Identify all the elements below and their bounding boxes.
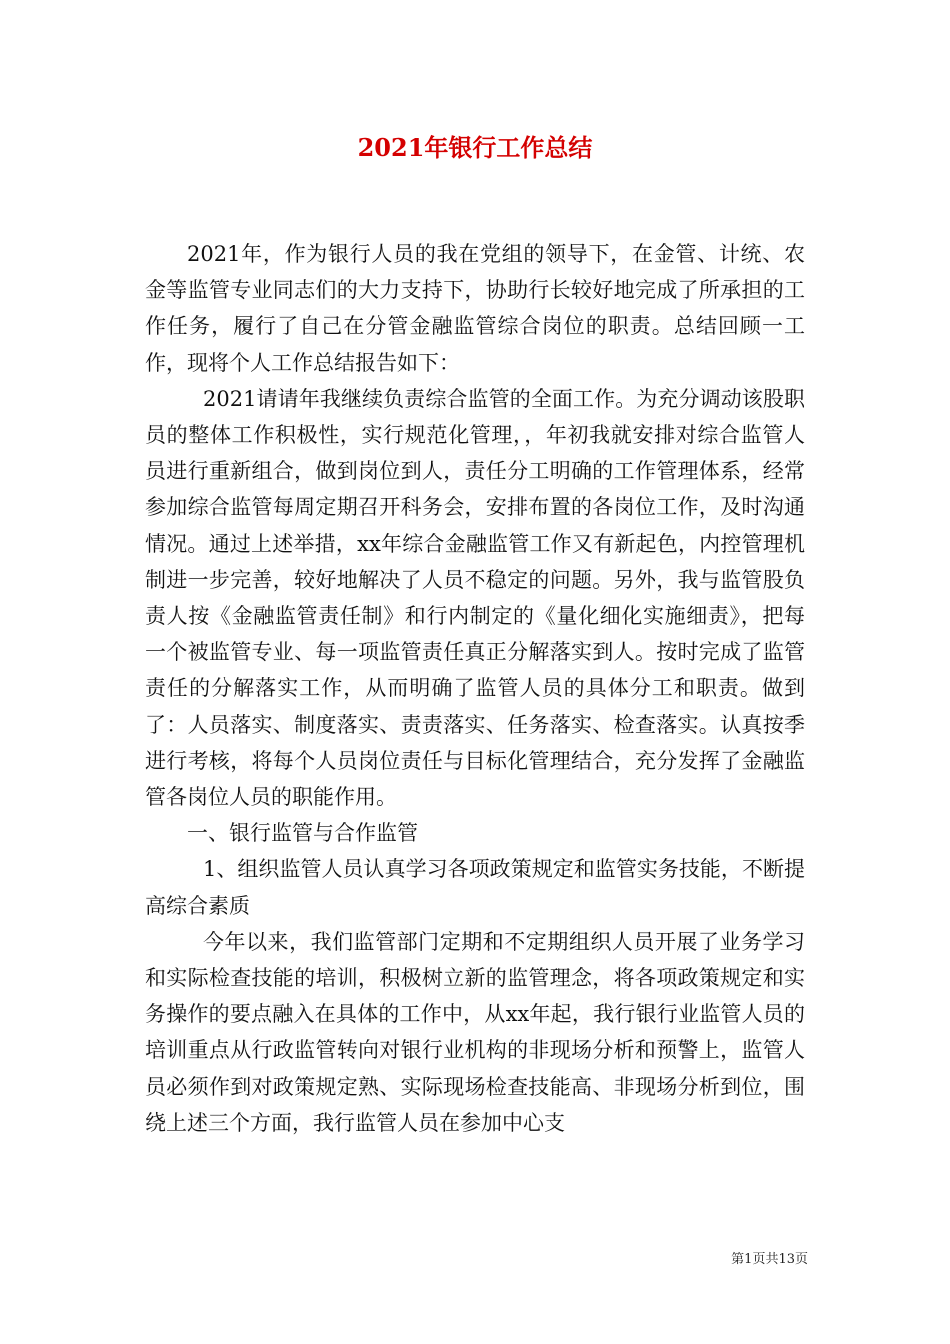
document-body [145,236,805,1141]
paragraph-overall-work: 2021请请年我继续负责综合监管的全面工作。为充分调动该股职员的整体工作积极性，实行规范化管理，，年初我就安排对综合监管人员进行重新组合，做到岗位到人，责任分工明确的工作管理体系，经常参加综合监管每周定期召开科务会，安排布置的各岗位工作，及时沟通情况。通过上述举措，xx年综合金融监管工作又有新起色，内控管理机制进一步完善，较好地解决了人员不稳定的问题。另外，我与监管股负责人按《金融监管责任制》和行内制定的《量化细化实施细责》，把每一个被监管专业、每一项监管责任真正分解落实到人。按时完成了监管责任的分解落实工作，从而明确了监管人员的具体分工和职责。做到了：人员落实、制度落实、责责落实、任务落实、检查落实。认真按季进行考核，将每个人员岗位责任与目标化管理结合，充分发挥了金融监管各岗位人员的职能作用。 [145,386,805,810]
paragraph-intro: 2021年，作为银行人员的我在党组的领导下，在金管、计统、农金等监管专业同志们的大力支持下，协助行长较好地完成了所承担的工作任务，履行了自己在分管金融监管综合岗位的职责。总结回顾一工作，现将个人工作总结报告如下： [145,242,805,375]
subsection-heading: 1、组织监管人员认真学习各项政策规定和监管实务技能，不断提高综合素质 [145,857,805,918]
page-number-footer: 第1页共13页 [731,1252,808,1267]
paragraph-training: 今年以来，我们监管部门定期和不定期组织人员开展了业务学习和实际检查技能的培训，积极树立新的监管理念，将各项政策规定和实务操作的要点融入在具体的工作中，从xx年起，我行银行业监管人员的培训重点从行政监管转向对银行业机构的非现场分析和预警上，监管人员必须作到对政策规定熟、实际现场检查技能高、非现场分析到位，围绕上述三个方面，我行监管人员在参加中心支 [145,929,805,1135]
section-heading: 一、银行监管与合作监管 [187,821,418,846]
document-title: 2021年银行工作总结 [357,133,593,162]
